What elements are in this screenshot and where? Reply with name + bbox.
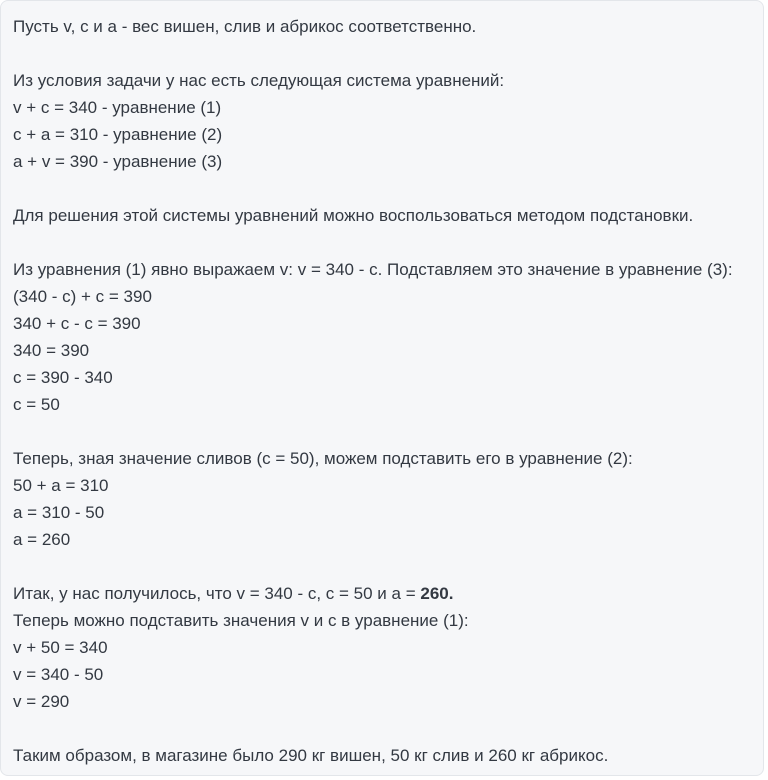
step2-line: a = 310 - 50 (13, 503, 105, 522)
spacer (13, 553, 758, 580)
step1-line: c = 50 (13, 395, 60, 414)
intro-line: Пусть v, c и a - вес вишен, слив и абрикос соответственно. (13, 17, 477, 36)
summary-line (13, 580, 758, 607)
step2-intro-line: Теперь, зная значение сливов (c = 50), можем подставить его в уравнение (2): (13, 449, 633, 468)
step1-line: 340 + c - c = 390 (13, 314, 141, 333)
spacer (13, 715, 758, 742)
spacer (13, 40, 758, 67)
spacer (13, 418, 758, 445)
summary-prefix: Итак, у нас получилось, что v = 340 - c, c = 50 и a = (13, 584, 421, 603)
equation-1: v + c = 340 - уравнение (1) (13, 98, 222, 117)
step3-line: v = 340 - 50 (13, 665, 104, 684)
equation-3: a + v = 390 - уравнение (3) (13, 152, 223, 171)
system-intro-line: Из условия задачи у нас есть следующая система уравнений: (13, 71, 505, 90)
method-line: Для решения этой системы уравнений можно воспользоваться методом подстановки. (13, 206, 694, 225)
step2-line: a = 260 (13, 530, 71, 549)
step3-line: v = 290 (13, 692, 70, 711)
conclusion-line: Таким образом, в магазине было 290 кг вишен, 50 кг слив и 260 кг абрикос. (13, 746, 609, 765)
step1-line: (340 - c) + c = 390 (13, 287, 152, 306)
equation-2: c + a = 310 - уравнение (2) (13, 125, 223, 144)
answer-text (13, 13, 758, 769)
step1-intro-line: Из уравнения (1) явно выражаем v: v = 340 - c. Подставляем это значение в уравнение (3): (13, 260, 733, 279)
step1-line: 340 = 390 (13, 341, 90, 360)
step2-line: 50 + a = 310 (13, 476, 109, 495)
summary-bold-value: 260. (420, 584, 454, 603)
spacer (13, 229, 758, 256)
step1-line: c = 390 - 340 (13, 368, 113, 387)
step3-intro-line: Теперь можно подставить значения v и c в уравнение (1): (13, 611, 469, 630)
step3-line: v + 50 = 340 (13, 638, 108, 657)
spacer (13, 175, 758, 202)
